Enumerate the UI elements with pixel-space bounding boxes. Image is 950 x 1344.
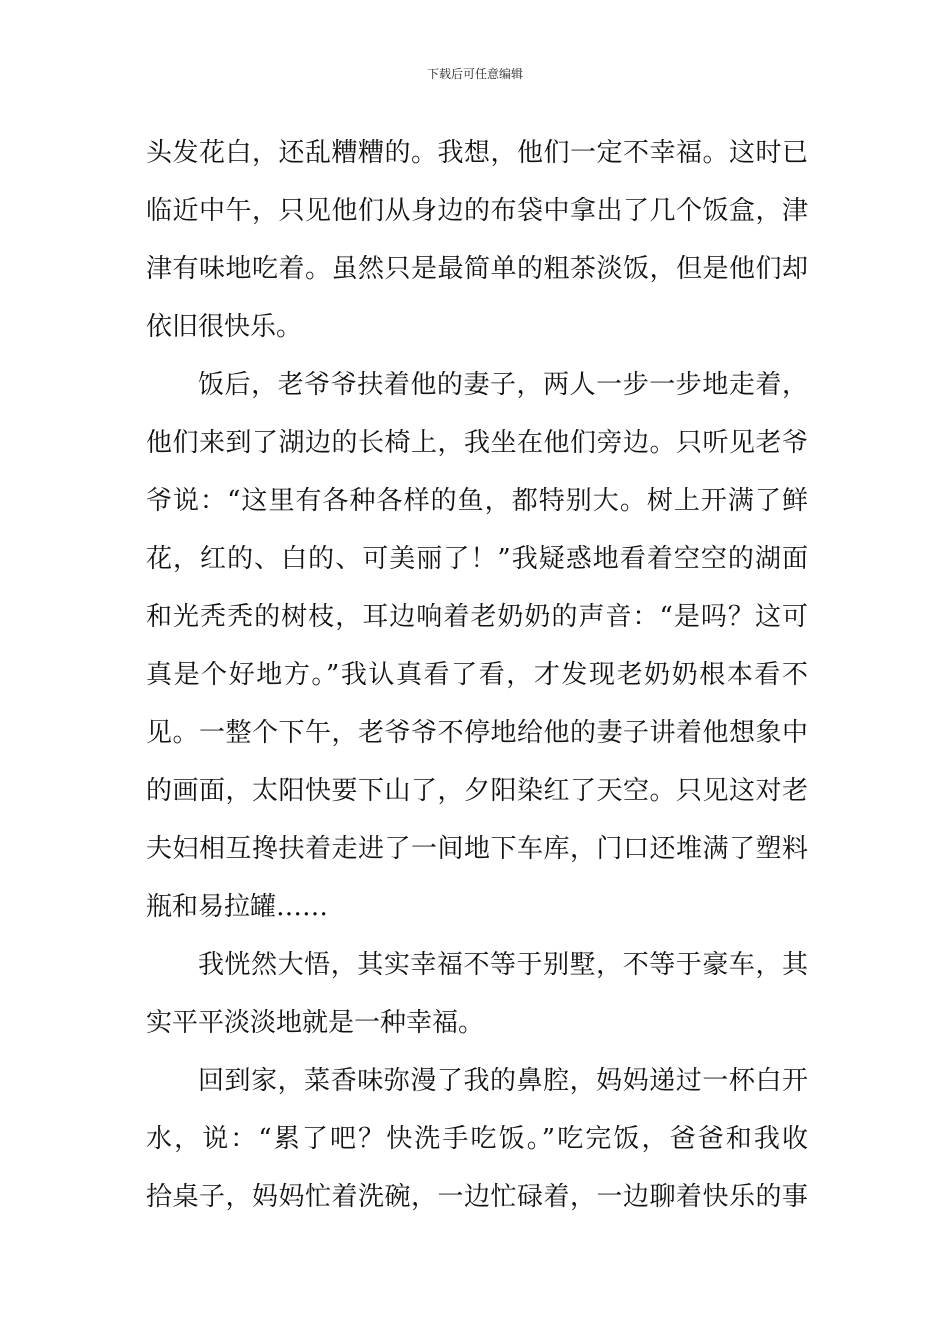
text-line: 头发花白，还乱糟糟的。我想，他们一定不幸福。这时已	[146, 138, 808, 168]
paragraph-first-line: 饭后，老爷爷扶着他的妻子，两人一步一步地走着，	[198, 370, 808, 400]
text-line: 瓶和易拉罐……	[146, 892, 329, 922]
text-line: 的画面，太阳快要下山了，夕阳染红了天空。只见这对老	[146, 776, 808, 806]
text-line: 真是个好地方。”我认真看了看，才发现老奶奶根本看不	[146, 660, 808, 690]
text-line: 津有味地吃着。虽然只是最简单的粗茶淡饭，但是他们却	[146, 254, 808, 284]
text-line: 拾桌子，妈妈忙着洗碗，一边忙碌着，一边聊着快乐的事	[146, 1182, 808, 1212]
text-line: 实平平淡淡地就是一种幸福。	[146, 1008, 485, 1038]
header-note: 下载后可任意编辑	[426, 67, 523, 81]
text-line: 依旧很快乐。	[146, 312, 303, 342]
text-line: 见。一整个下午，老爷爷不停地给他的妻子讲着他想象中	[146, 718, 808, 748]
text-line: 和光秃秃的树枝，耳边响着老奶奶的声音：“是吗？这可	[146, 602, 808, 632]
text-line: 水，说：“累了吧？快洗手吃饭。”吃完饭，爸爸和我收	[146, 1124, 808, 1154]
text-line: 他们来到了湖边的长椅上，我坐在他们旁边。只听见老爷	[146, 428, 808, 458]
body-text	[146, 128, 808, 1230]
text-line: 爷说：“这里有各种各样的鱼，都特别大。树上开满了鲜	[146, 486, 808, 516]
paragraph-first-line: 我恍然大悟，其实幸福不等于别墅，不等于豪车，其	[198, 950, 808, 980]
paragraph-first-line: 回到家，菜香味弥漫了我的鼻腔，妈妈递过一杯白开	[198, 1066, 808, 1096]
text-line: 花，红的、白的、可美丽了！”我疑惑地看着空空的湖面	[146, 544, 808, 574]
text-line: 夫妇相互搀扶着走进了一间地下车库，门口还堆满了塑料	[146, 834, 808, 864]
text-line: 临近中午，只见他们从身边的布袋中拿出了几个饭盒，津	[146, 196, 808, 226]
